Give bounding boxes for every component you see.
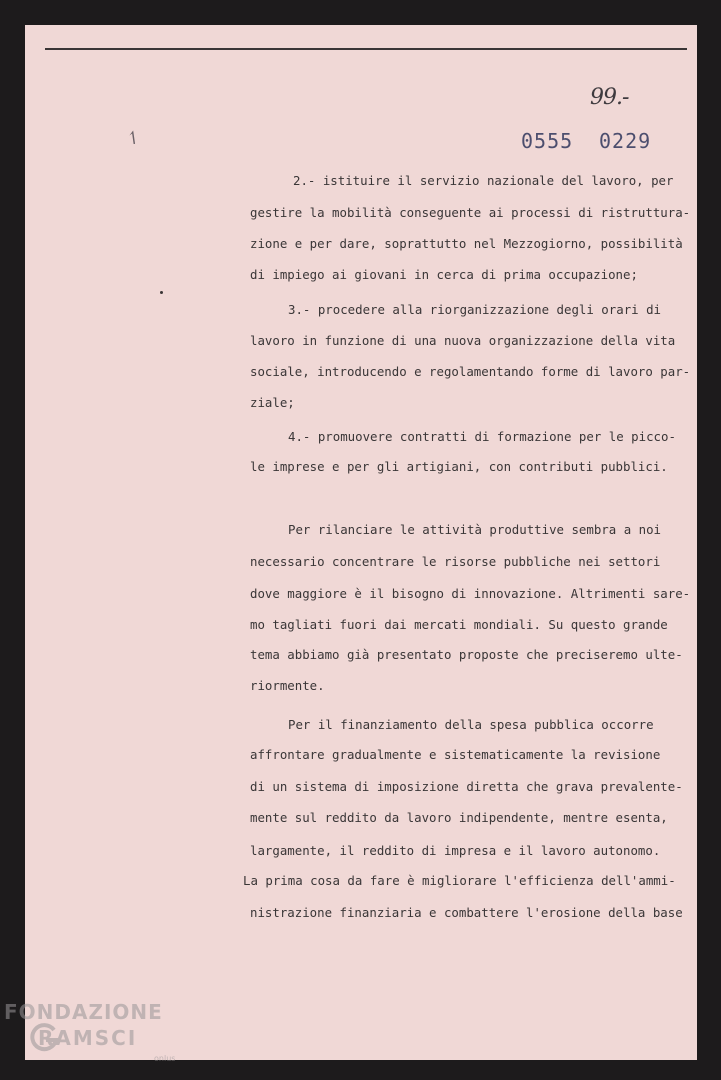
text-line: nistrazione finanziaria e combattere l'erosione della base (250, 905, 683, 920)
text-line: dove maggiore è il bisogno di innovazione. Altrimenti sare- (250, 586, 691, 601)
text-line: di un sistema di imposizione diretta che grava prevalente- (250, 779, 683, 794)
text-line: Per rilanciare le attività produttive sembra a noi (288, 522, 661, 537)
text-line: lavoro in funzione di una nuova organizzazione della vita (250, 333, 676, 348)
text-line: Per il finanziamento della spesa pubblica occorre (288, 717, 654, 732)
text-line: le imprese e per gli artigiani, con contributi pubblici. (250, 459, 668, 474)
text-line: 4.- promuovere contratti di formazione per le picco- (288, 429, 676, 444)
archive-stamp-left: 0555 (521, 129, 574, 153)
text-line: mo tagliati fuori dai mercati mondiali. Su questo grande (250, 617, 668, 632)
handwritten-page-number: 99.- (590, 85, 629, 110)
watermark-line1: FONDAZIONE (4, 1000, 163, 1024)
text-line: ziale; (250, 395, 295, 410)
text-line: mente sul reddito da lavoro indipendente, mentre esenta, (250, 810, 668, 825)
text-line: zione e per dare, soprattutto nel Mezzogiorno, possibilità (250, 236, 683, 251)
text-line: La prima cosa da fare è migliorare l'efficienza dell'ammi- (243, 873, 676, 888)
text-line: 2.- istituire il servizio nazionale del lavoro, per (293, 173, 674, 188)
text-line: 3.- procedere alla riorganizzazione degli orari di (288, 302, 661, 317)
text-line: riormente. (250, 678, 325, 693)
top-rule (45, 48, 687, 50)
text-line: necessario concentrare le risorse pubbliche nei settori (250, 554, 661, 569)
text-line: gestire la mobilità conseguente ai processi di ristruttura- (250, 205, 691, 220)
margin-mark: ↿ (124, 127, 143, 150)
text-line: sociale, introducendo e regolamentando forme di lavoro par- (250, 364, 691, 379)
watermark-line3: onlus (154, 1054, 176, 1063)
text-line: largamente, il reddito di impresa e il lavoro autonomo. (250, 843, 661, 858)
watermark-line2: RAMSCI (38, 1026, 138, 1050)
watermark-logo (4, 1000, 204, 1080)
ink-dot (160, 291, 163, 294)
archive-stamp-right: 0229 (599, 129, 652, 153)
text-line: tema abbiamo già presentato proposte che preciseremo ulte- (250, 647, 683, 662)
document-page (25, 25, 697, 1060)
text-line: affrontare gradualmente e sistematicamente la revisione (250, 747, 661, 762)
text-line: di impiego ai giovani in cerca di prima occupazione; (250, 267, 638, 282)
